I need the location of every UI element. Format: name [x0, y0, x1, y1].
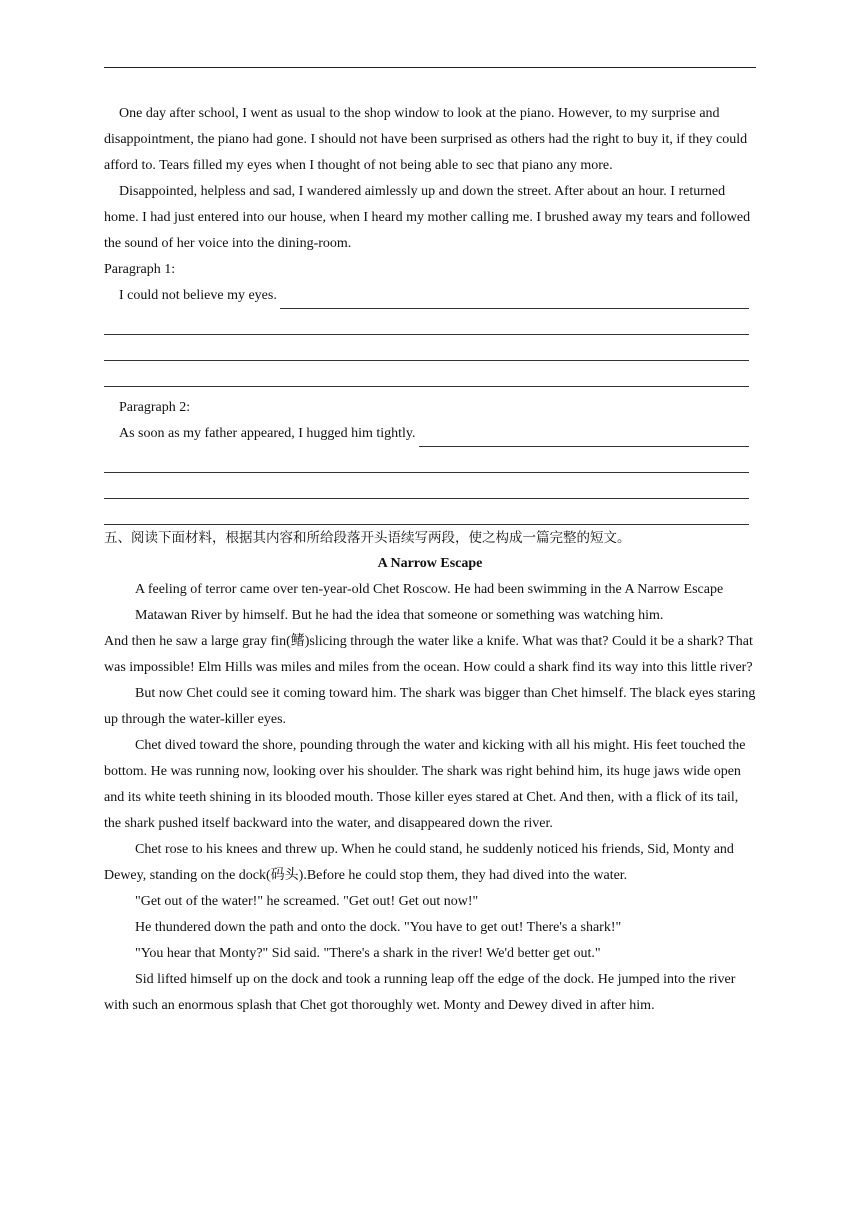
passage-paragraph: One day after school, I went as usual to the shop window to look at the piano. However, to my surprise and disappointment, the piano had gone. I should not have been surprised as others had the right to buy it, if they could afford to. Tears filled my eyes when I thought of not being able to sec that piano any more.: [104, 106, 748, 173]
story-paragraph: Matawan River by himself. But he had the idea that someone or something was watching him.: [135, 608, 664, 623]
header-rule: [104, 67, 756, 68]
writing-line[interactable]: [104, 447, 749, 473]
story-paragraph: But now Chet could see it coming toward him. The shark was bigger than Chet himself. The black eyes staring up through the water-killer eyes.: [104, 686, 756, 727]
paragraph-2-prompt-row: [104, 421, 756, 447]
story-paragraph: A feeling of terror came over ten-year-old Chet Roscow. He had been swimming in the A Narrow Escape: [135, 582, 724, 597]
writing-line[interactable]: [104, 309, 749, 335]
paragraph-1-prompt: I could not believe my eyes.: [119, 288, 277, 303]
paragraph-2-label: Paragraph 2:: [119, 400, 191, 415]
story-paragraph: And then he saw a large gray fin(鳍)slicing through the water like a knife. What was that? Could it be a shark? That was impossible! Elm Hills was miles and miles from the ocean. How could a shark find its way into this little river?: [104, 634, 753, 675]
writing-line[interactable]: [104, 499, 749, 525]
writing-line[interactable]: [419, 427, 749, 447]
passage-paragraph: Disappointed, helpless and sad, I wandered aimlessly up and down the street. After about an hour. I returned home. I had just entered into our house, when I heard my mother calling me. I brushed away my tears and followed the sound of her voice into the dining-room.: [104, 184, 751, 251]
paragraph-1-label: Paragraph 1:: [104, 262, 176, 277]
story-paragraph: "Get out of the water!" he screamed. "Get out! Get out now!": [135, 894, 479, 909]
story-paragraph: "You hear that Monty?" Sid said. "There's a shark in the river! We'd better get out.": [135, 946, 601, 961]
writing-line[interactable]: [280, 289, 749, 309]
document-body: [104, 101, 756, 1019]
writing-line[interactable]: [104, 361, 749, 387]
story-paragraph: Sid lifted himself up on the dock and took a running leap off the edge of the dock. He jumped into the river with such an enormous splash that Chet got thoroughly wet. Monty and Dewey dived in after him.: [104, 972, 736, 1013]
writing-line[interactable]: [104, 335, 749, 361]
story-title: A Narrow Escape: [377, 556, 483, 571]
paragraph-2-prompt: As soon as my father appeared, I hugged him tightly.: [119, 426, 416, 441]
writing-line[interactable]: [104, 473, 749, 499]
paragraph-1-prompt-row: [104, 283, 756, 309]
section-instruction: 五、阅读下面材料，根据其内容和所给段落开头语续写两段，使之构成一篇完整的短文。: [104, 530, 631, 546]
story-paragraph: He thundered down the path and onto the dock. "You have to get out! There's a shark!": [135, 920, 622, 935]
story-paragraph: Chet rose to his knees and threw up. When he could stand, he suddenly noticed his friends, Sid, Monty and Dewey, standing on the dock(码头).Before he could stop them, they had dived into the water.: [104, 842, 734, 883]
story-paragraph: Chet dived toward the shore, pounding through the water and kicking with all his might. His feet touched the bottom. He was running now, looking over his shoulder. The shark was right behind him, its huge jaws wide open and its white teeth shining in its blooded mouth. Those killer eyes stared at Chet. And then, with a flick of its tail, the shark pushed itself backward into the water, and disappeared down the river.: [104, 738, 746, 831]
